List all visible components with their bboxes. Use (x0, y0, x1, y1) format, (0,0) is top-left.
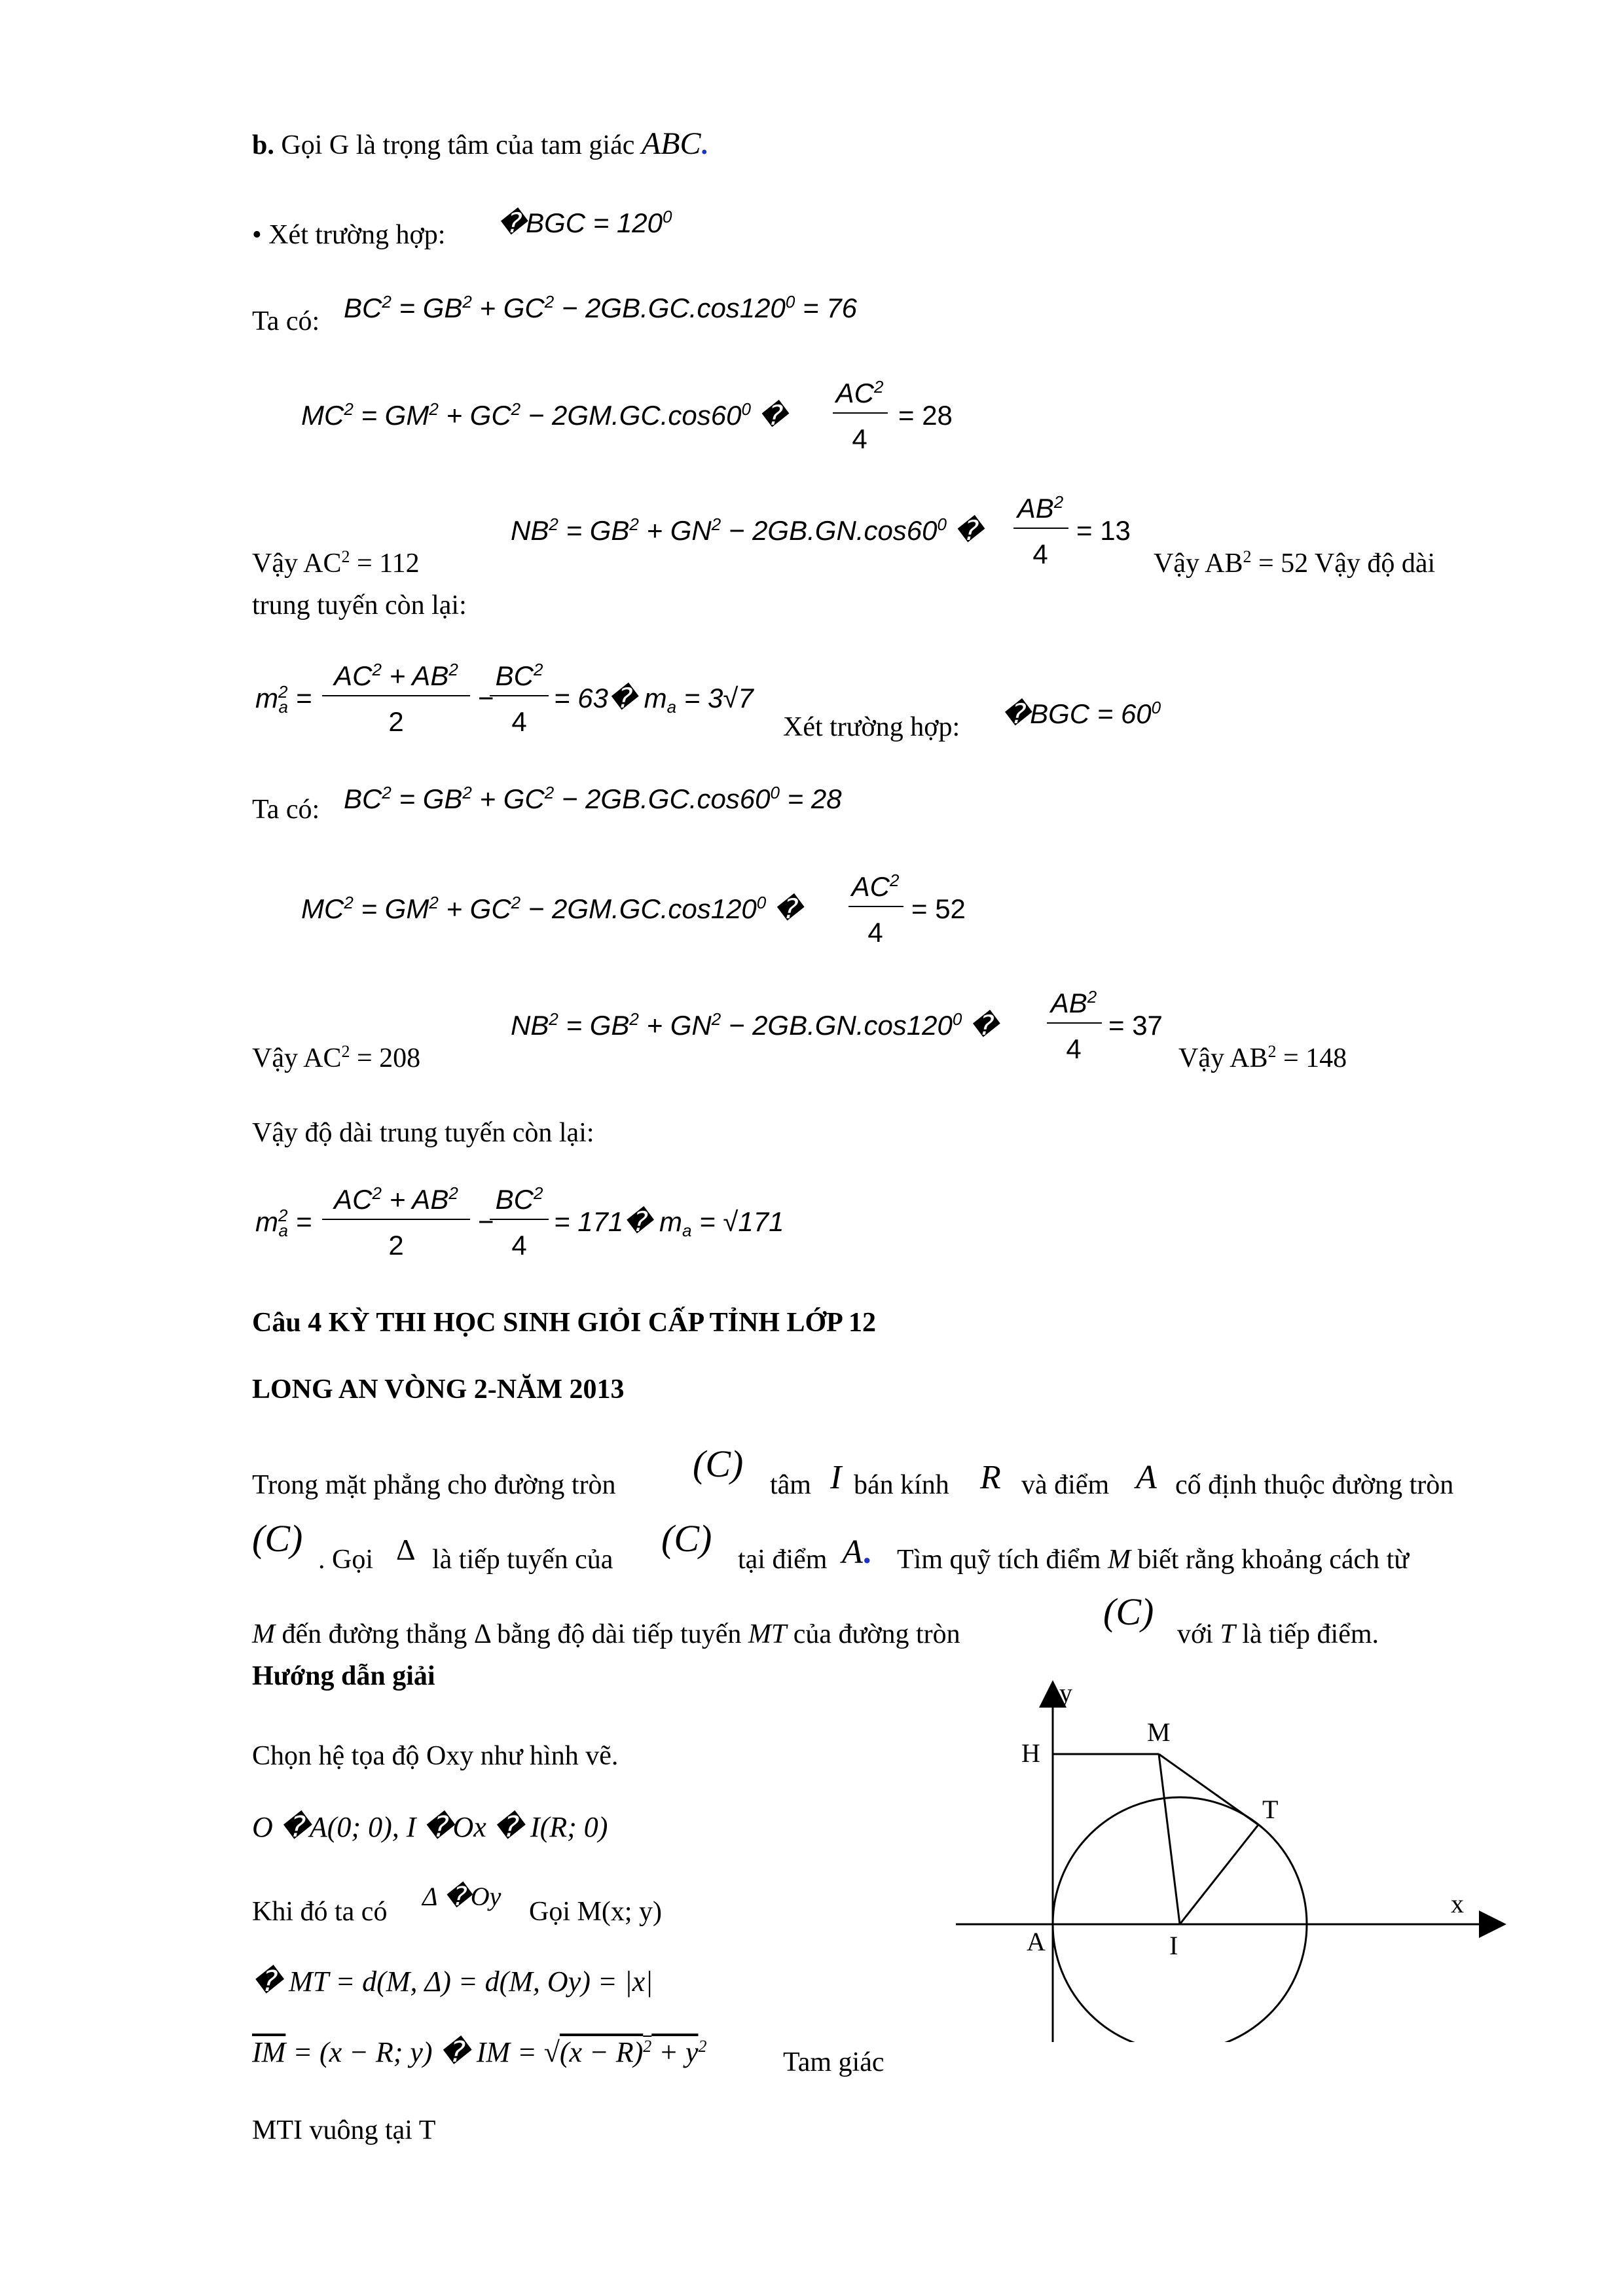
radius-r: R (980, 1459, 1001, 1496)
case1-eq2-num: $AC^2$ (835, 377, 884, 408)
part-b-text: Gọi G là trọng tâm của tam giác (281, 130, 635, 160)
case1-trung-tuyen: trung tuyến còn lại: (252, 590, 467, 620)
khi-do-text: Khi đó ta có (252, 1897, 388, 1927)
segment-mt (1159, 1754, 1258, 1825)
case2-ma-num2: $BC^2$ (495, 1183, 543, 1215)
delta-symbol: Δ (396, 1533, 416, 1566)
circle-c-2: (C) (252, 1517, 303, 1560)
case1-angle: �BGC = $120^0$ (498, 207, 672, 238)
problem-line-2d: Tìm quỹ tích điểm M biết rằng khoảng cách từ (897, 1545, 1410, 1575)
point-a-2: A. (842, 1534, 871, 1571)
triangle-abc: ABC (641, 126, 701, 161)
case2-ma-bar1 (322, 1219, 470, 1220)
case2-ma-result: = 171� $m_a = √171$ (554, 1206, 784, 1240)
coord-equations: O �A(0; 0), I �Ox � I(R; 0) (252, 1811, 608, 1843)
case2-angle: �BGC = $60^0$ (1002, 698, 1161, 729)
case2-eq3: $NB^2 = GB^2 + GN^2 - 2GB.GN.\cos 120^0$ � (511, 1009, 998, 1041)
mt-equation: � MT = d(M, Δ) = d(M, Oy) = |x| (252, 1965, 653, 1998)
case2-trung-tuyen: Vậy độ dài trung tuyến còn lại: (252, 1118, 594, 1148)
circle-c-3: (C) (661, 1517, 712, 1560)
case2-ma-bar2 (490, 1219, 549, 1220)
case2-vay-ac: Vậy $AC^2 = 208$ (252, 1042, 421, 1073)
solution-heading: Hướng dẫn giải (252, 1661, 435, 1691)
tam-giac-text: Tam giác (783, 2047, 884, 2077)
case2-eq2: $MC^2 = GM^2 + GC^2 - 2GM.GC.\cos 120^0$ � (301, 893, 803, 924)
problem-line-1: Trong mặt phẳng cho đường tròn (252, 1470, 616, 1500)
case1-eq2: $MC^2 = GM^2 + GC^2 - 2GM.GC.\cos 60^0$ � (301, 399, 787, 431)
mti-text: MTI vuông tại T (252, 2115, 436, 2145)
case2-eq2-res: = 52 (911, 893, 966, 924)
case2-label: Xét trường hợp: (783, 712, 960, 742)
case1-ma-num2: $BC^2$ (495, 660, 543, 691)
cau4-title-2: LONG AN VÒNG 2-NĂM 2013 (252, 1374, 625, 1405)
case1-vay-ac: Vậy $AC^2 = 112$ (252, 547, 420, 579)
label-x: x (1451, 1889, 1464, 1918)
case1-eq1: $BC^2 = GB^2 + GC^2 - 2GB.GC.\cos 120^0 = 76$ (344, 292, 857, 323)
label-y: y (1059, 1678, 1072, 1708)
problem-line-1e: cố định thuộc đường tròn (1175, 1470, 1454, 1500)
segment-it (1180, 1825, 1258, 1924)
problem-line-2a: . Gọi (318, 1545, 373, 1575)
case2-eq3-bar (1047, 1022, 1102, 1024)
circle-c-4: (C) (1103, 1590, 1154, 1633)
goi-m-text: Gọi M(x; y) (529, 1897, 662, 1927)
problem-line-3b: với T là tiếp điểm. (1177, 1619, 1379, 1649)
case2-ta-co: Ta có: (252, 795, 320, 825)
case2-ma-lhs: $m^2_a$ = (255, 1206, 312, 1240)
label-a: A (1027, 1927, 1046, 1956)
point-a-1: A (1136, 1459, 1157, 1496)
case1-eq2-den: 4 (852, 423, 867, 454)
problem-line-3: M đến đường thẳng Δ bằng độ dài tiếp tuyến MT của đường tròn (252, 1619, 960, 1649)
part-b-line (252, 128, 708, 160)
center-i: I (830, 1459, 842, 1496)
problem-line-1c: bán kính (854, 1470, 949, 1500)
case1-eq2-bar (833, 412, 888, 414)
part-b-dot: . (701, 130, 708, 160)
problem-line-2c: tại điểm (738, 1545, 828, 1575)
case2-ma-den1: 2 (388, 1230, 404, 1261)
case2-eq3-num: $AB^2$ (1050, 987, 1097, 1018)
label-t: T (1262, 1795, 1279, 1824)
case1-ma-result: = 63� $m_a = 3√7$ (554, 683, 754, 717)
label-h: H (1021, 1738, 1040, 1768)
coord-system-text: Chọn hệ tọa độ Oxy như hình vẽ. (252, 1741, 619, 1771)
case2-ma-den2: 4 (511, 1230, 527, 1261)
cau4-title-1: Câu 4 KỲ THI HỌC SINH GIỎI CẤP TỈNH LỚP 12 (252, 1308, 876, 1338)
case1-ma-den2: 4 (511, 706, 527, 737)
case2-eq2-num: $AC^2$ (851, 870, 900, 902)
case1-ma-minus: − (478, 683, 494, 713)
case1-bullet: • (252, 220, 262, 250)
case1-ma-bar1 (322, 695, 470, 696)
case1-eq3-num: $AB^2$ (1017, 492, 1064, 524)
case1-eq3-res: = 13 (1076, 515, 1131, 546)
case2-eq2-den: 4 (867, 917, 883, 948)
case1-eq2-res: = 28 (898, 400, 953, 431)
part-b-label: b. (252, 130, 274, 160)
case1-label-line (252, 221, 445, 249)
case1-eq3-den: 4 (1032, 539, 1048, 569)
label-m: M (1147, 1717, 1171, 1747)
problem-line-1b: tâm (770, 1470, 811, 1500)
case1-ta-co: Ta có: (252, 306, 320, 336)
label-i: I (1169, 1931, 1178, 1960)
case2-eq1: $BC^2 = GB^2 + GC^2 - 2GB.GC.\cos 60^0 = 28$ (344, 783, 842, 814)
case1-vay-ab: Vậy $AB^2 = 52$ Vậy độ dài (1154, 547, 1436, 579)
case2-eq3-den: 4 (1066, 1033, 1082, 1064)
case1-ma-lhs: $m^2_a$ = (255, 682, 312, 717)
case1-ma-num1: $AC^2 + AB^2$ (334, 660, 458, 691)
case2-eq2-bar (848, 906, 903, 907)
delta-oy: Δ �Oy (422, 1882, 501, 1911)
circle-c-1: (C) (693, 1443, 744, 1485)
im-equation: $\overline{IM} = (x - R$; y) � IM = $√(x - R)^2 + y^2$ (252, 2036, 707, 2068)
geometry-figure (943, 1676, 1519, 2042)
problem-line-1d: và điểm (1021, 1470, 1110, 1500)
im-vector: $\overline{IM}$ (252, 2036, 286, 2068)
case1-label: Xét trường hợp: (268, 220, 446, 250)
case2-ma-minus: − (478, 1206, 494, 1237)
case2-ma-num1: $AC^2 + AB^2$ (334, 1183, 458, 1215)
segment-mi (1159, 1754, 1180, 1924)
case1-eq3-bar (1013, 528, 1068, 529)
case1-eq3: $NB^2 = GB^2 + GN^2 - 2GB.GN.\cos 60^0$ � (511, 514, 983, 546)
case2-vay-ab: Vậy $AB^2 = 148$ (1178, 1042, 1347, 1073)
case1-ma-den1: 2 (388, 706, 404, 737)
case2-eq3-res: = 37 (1108, 1010, 1163, 1041)
case1-ma-bar2 (490, 695, 549, 696)
problem-line-2b: là tiếp tuyến của (432, 1545, 613, 1575)
